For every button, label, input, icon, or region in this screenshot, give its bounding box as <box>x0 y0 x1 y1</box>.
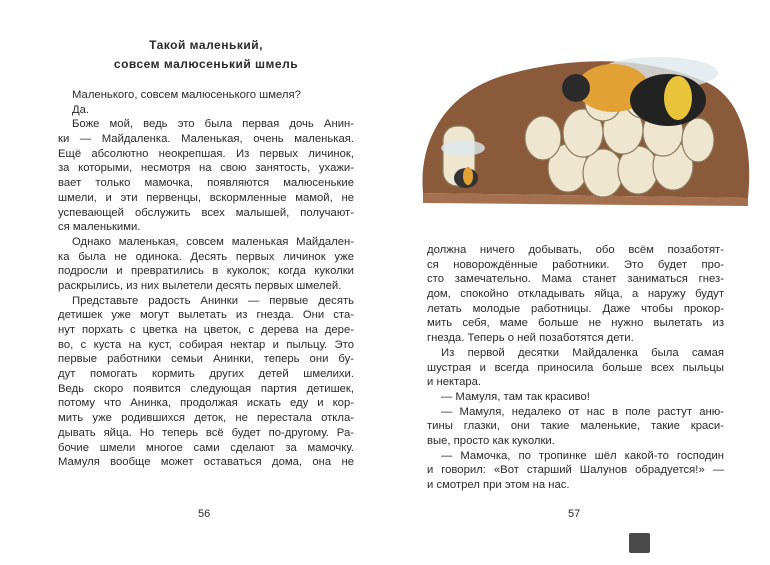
page-number-right: 57 <box>568 508 581 520</box>
text-line: Боже мой, ведь это была первая дочь Анин- <box>72 118 354 131</box>
text-line: должна ничего добывать, обо всём позаботят- <box>427 244 724 256</box>
text-line: Мамуля вообще может оставаться дома, она не <box>58 456 354 469</box>
bumblebee-nest-illustration <box>418 28 753 208</box>
text-line: сто замечательно. Мама станет заниматься гнез- <box>427 273 724 286</box>
text-line: подросли и превратились в куколок; когда куколки <box>58 265 354 278</box>
text-line: дом, спокойно откладывать яйца, а наружу будут <box>427 288 724 301</box>
text-line: детишек уже могут вылетать из гнезда. Они ста- <box>58 309 354 322</box>
text-line: — Мамуля, там так красиво! <box>441 390 590 403</box>
text-line: Маленького, совсем малюсенького шмеля? <box>72 89 301 101</box>
text-line: летать молодые работницы. Даже чтобы прокор- <box>427 302 724 315</box>
text-line: тины глазки, они такие маленькие, такие краси- <box>427 420 724 433</box>
text-line: Однако маленькая, совсем маленькая Майдален- <box>72 235 354 248</box>
text-line: ся маленькими. <box>58 221 141 234</box>
text-line: за которыми, несмотря на свою занятость, ухажи- <box>58 162 354 175</box>
text-line: шмели, и эти первенцы, вскормленные мамой, не <box>58 191 354 204</box>
text-line: шустрая и всегда приносила больше всех пыльцы <box>427 361 724 374</box>
text-line: потому что Анинка, продолжая искать еду и кор- <box>58 397 354 410</box>
text-line: раскрылись, из них вылетели десять первых шмелей. <box>58 279 342 292</box>
text-line: мить уже родившихся деток, не перестала откла- <box>58 412 354 425</box>
text-line: успевающей обслужить всех малышей, получают- <box>58 206 354 219</box>
publisher-logo <box>629 533 650 553</box>
text-line: Ещё абсолютно неокрепшая. Из первых личинок, <box>58 147 354 160</box>
text-line: вает только мамочка, появляются малюсенькие <box>58 177 354 190</box>
text-line: Из первой десятки Майдаленка была самая <box>441 346 724 359</box>
text-line: и смотрел при этом на нас. <box>427 479 570 491</box>
text-line: во, с куста на куст, собирая нектар и пыльцу. Это <box>58 338 354 351</box>
chapter-title-line-1: Такой маленький, <box>149 38 263 52</box>
text-line: Да. <box>72 103 90 116</box>
text-line: и говорил: «Вот старший Шалунов обрадуется!» — <box>427 464 724 477</box>
text-line: вые, просто как куколки. <box>427 434 555 447</box>
text-line: нут порхать с цветка на цветок, с дерева на дере- <box>58 324 354 336</box>
text-line: Ведь скоро появится следующая партия детишек, <box>58 382 354 395</box>
text-line: гнезда. Теперь о ней позаботятся дети. <box>427 332 634 345</box>
left-page <box>58 36 354 470</box>
page-number-left: 56 <box>198 508 211 520</box>
text-line: ка была не одинока. Десять первых личинок уже <box>58 250 354 263</box>
chapter-title-line-2: совсем малюсенький шмель <box>113 57 299 71</box>
text-line: ся новорождённые работники. Это будет про- <box>427 258 724 271</box>
text-line: — Мамуля, недалеко от нас в поле растут аню- <box>441 405 724 418</box>
text-line: первые работники семьи Анинки, теперь они бу- <box>58 353 354 366</box>
text-line: дывать яйца. Но теперь всё будет по-другому. Ра- <box>58 426 354 439</box>
right-page-text <box>427 243 724 493</box>
text-line: и нектара. <box>427 376 482 389</box>
text-line: мить себя, маме больше не нужно вылетать из <box>427 317 724 330</box>
right-page <box>427 243 724 493</box>
left-page-text <box>58 88 354 470</box>
text-line: ки — Майдаленка. Маленькая, очень маленькая. <box>58 133 354 146</box>
text-line: — Мамочка, по тропинке шёл какой-то господин <box>441 449 724 462</box>
text-line: бочие шмели многое сами сделают за мамочку. <box>58 441 354 454</box>
text-line: дут помогать кормить других детей шмелихи. <box>58 368 354 381</box>
text-line: Представьте радость Анинки — первые десять <box>72 294 354 307</box>
